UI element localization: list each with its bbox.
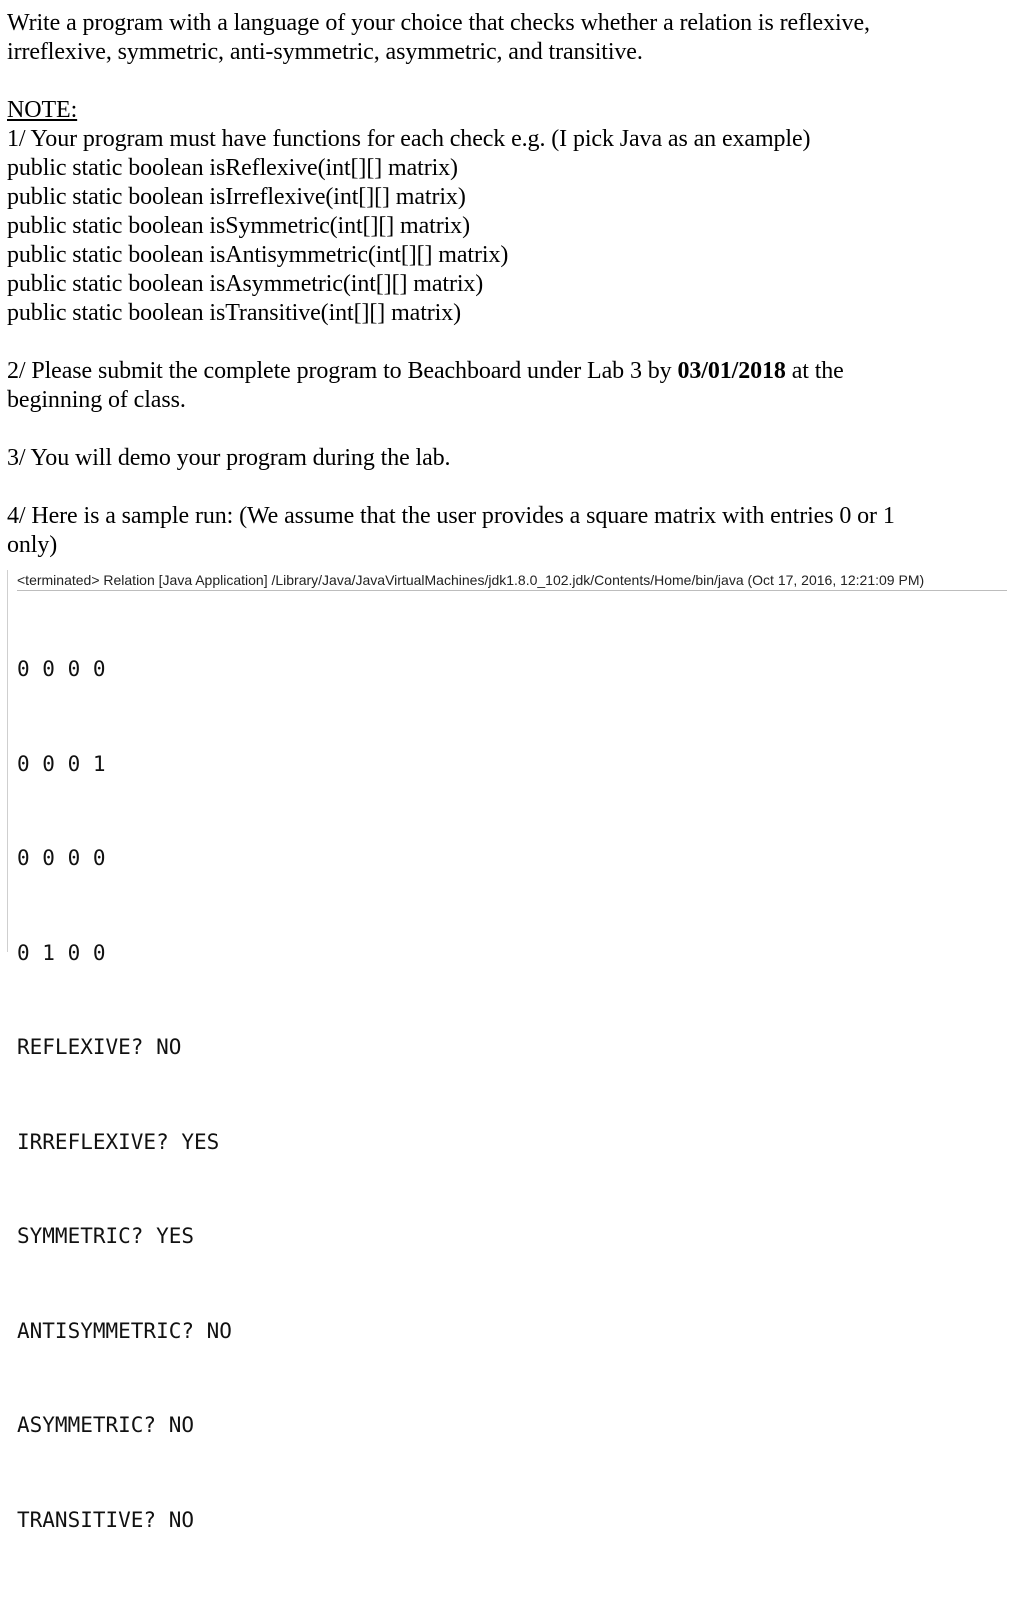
spacer <box>7 415 1017 444</box>
note-item-1: 1/ Your program must have functions for each check e.g. (I pick Java as an example) <box>7 126 811 152</box>
intro-line-1: Write a program with a language of your choice that checks whether a relation is reflexive, <box>7 10 870 36</box>
note-item-4-line-1: 4/ Here is a sample run: (We assume that the user provides a square matrix with entries 0 or 1 <box>7 503 895 529</box>
console-header: <terminated> Relation [Java Application] /Library/Java/JavaVirtualMachines/jdk1.8.0_102.jdk/Contents/Home/bin/java (Oct 17, 2016, 12:21:09 PM) <box>17 570 1007 591</box>
spacer <box>7 328 1017 357</box>
result-irreflexive: IRREFLEXIVE? YES <box>17 1129 220 1154</box>
matrix-row: 0 1 0 0 <box>17 940 106 965</box>
note-item-2-line-2: beginning of class. <box>7 387 186 413</box>
signature-asymmetric: public static boolean isAsymmetric(int[][] matrix) <box>7 271 484 297</box>
note-item-2 <box>7 357 1017 386</box>
due-date: 03/01/2018 <box>677 358 786 384</box>
note-heading: NOTE: <box>7 97 78 123</box>
matrix-row: 0 0 0 0 <box>17 846 106 870</box>
assignment-document <box>7 9 1017 560</box>
console-body <box>17 591 232 1599</box>
signature-irreflexive: public static boolean isIrreflexive(int[][] matrix) <box>7 184 466 210</box>
note-item-2-suffix: at the <box>785 358 844 384</box>
signature-antisymmetric: public static boolean isAntisymmetric(int[][] matrix) <box>7 242 509 268</box>
spacer <box>7 67 1017 96</box>
console-output-panel <box>7 570 1008 1532</box>
matrix-row: 0 0 0 1 <box>17 751 106 776</box>
result-asymmetric: ASYMMETRIC? NO <box>17 1413 195 1437</box>
note-item-4-line-2: only) <box>7 532 58 558</box>
signature-reflexive: public static boolean isReflexive(int[][] matrix) <box>7 155 458 181</box>
matrix-row: 0 0 0 0 <box>17 657 106 681</box>
signature-transitive: public static boolean isTransitive(int[][] matrix) <box>7 300 462 326</box>
note-item-2-prefix: 2/ Please submit the complete program to Beachboard under Lab 3 by <box>7 358 678 384</box>
result-transitive: TRANSITIVE? NO <box>17 1507 195 1532</box>
note-item-3: 3/ You will demo your program during the lab. <box>7 445 451 471</box>
intro-line-2: irreflexive, symmetric, anti-symmetric, asymmetric, and transitive. <box>7 39 643 65</box>
spacer <box>7 473 1017 502</box>
result-antisymmetric: ANTISYMMETRIC? NO <box>17 1318 232 1343</box>
result-symmetric: SYMMETRIC? YES <box>17 1224 195 1248</box>
signature-symmetric: public static boolean isSymmetric(int[][] matrix) <box>7 213 470 239</box>
result-reflexive: REFLEXIVE? NO <box>17 1035 182 1059</box>
